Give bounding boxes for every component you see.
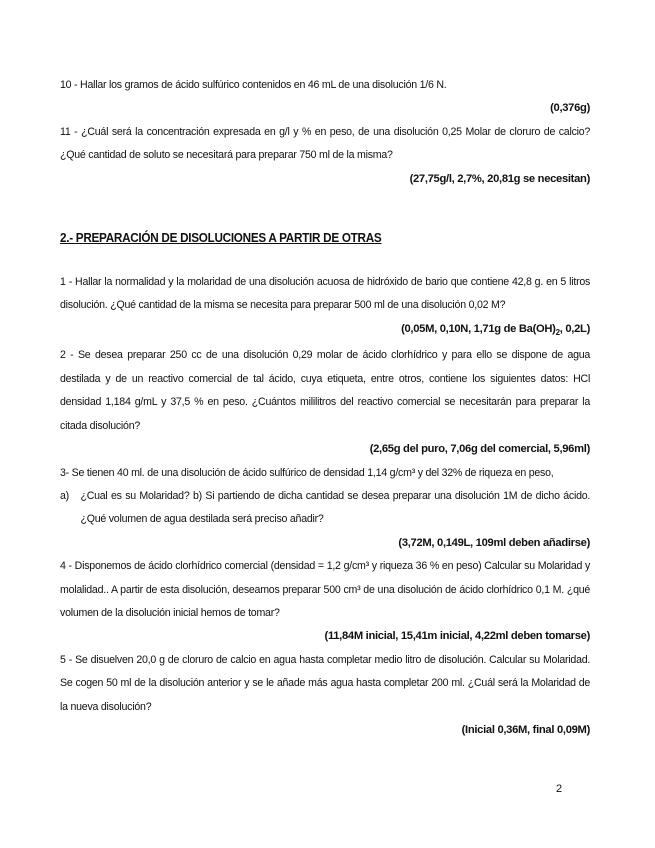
problem-4-answer: (11,84M inicial, 15,41m inicial, 4,22ml deben tomarse) [324,630,590,643]
problem-1-answer-post: , 0,2L) [559,322,590,335]
problem-4-text: 4 - Disponemos de ácido clorhídrico comercial (densidad = 1,2 g/cm³ y riqueza 36 % en peso) Calcular su Molaridad y molalidad.. A partir de esta disolución, deseamos preparar 500 cm³ de una disolución de ácido clorhídrico 0,1 M. ¿qué volumen de la disolución inicial hemos de tomar? [60,560,591,619]
document-page [60,74,590,742]
problem-2-text: 2 - Se desea preparar 250 cc de una disolución 0,29 molar de ácido clorhídrico y para ello se dispone de agua destilada y de un reactivo comercial de tal ácido, cuya etiqueta, entre otros, contiene los siguientes datos: HCl densidad 1,184 g/mL y 37,5 % en peso. ¿Cuántos mililitros del reactivo comercial se necesitarán para preparar la citada disolución? [60,349,591,432]
problem-1-answer-pre: (0,05M, 0,10N, 1,71g de Ba(OH) [401,322,556,335]
problem-5-answer: (Inicial 0,36M, final 0,09M) [461,723,590,736]
problem-3-list-item [60,485,590,532]
problem-3-subtext: ¿Cual es su Molaridad? b) Si partiendo de dicha cantidad se desea preparar una disolución 1M de dicho ácido. ¿Qué volumen de agua destilada será preciso añadir? [80,489,591,526]
problem-1-answer-subscript: 2 [555,328,560,338]
problem-1-text: 1 - Hallar la normalidad y la molaridad de una disolución acuosa de hidróxido de bario que contiene 42,8 g. en 5 litros disolución. ¿Qué cantidad de la misma se necesita para preparar 500 ml de una disolución 0,02 M? [60,276,591,312]
problem-2-answer: (2,65g del puro, 7,06g del comercial, 5,96ml) [369,443,590,456]
section-heading: 2.- PREPARACIÓN DE DISOLUCIONES A PARTIR DE OTRAS [60,231,382,246]
problem-3-list-marker: a) [60,489,69,502]
problem-10-text: 10 - Hallar los gramos de ácido sulfúrico contenidos en 46 mL de una disolución 1/6 N. [60,79,447,91]
page-number: 2 [556,783,563,795]
problem-10-answer: (0,376g) [550,102,590,115]
problem-3-answer: (3,72M, 0,149L, 109ml deben añadirse) [398,536,590,549]
problem-11-text: 11 - ¿Cuál será la concentración expresada en g/l y % en peso, de una disolución 0,25 Molar de cloruro de calcio? ¿Qué cantidad de soluto se necesitará para preparar 750 ml de la misma? [60,125,591,162]
problem-3-text: 3- Se tienen 40 ml. de una disolución de ácido sulfúrico de densidad 1,14 g/cm³ y del 32% de riqueza en peso, [60,466,554,479]
problem-11-answer: (27,75g/l, 2,7%, 20,81g se necesitan) [409,172,590,185]
problem-5-text: 5 - Se disuelven 20,0 g de cloruro de calcio en agua hasta completar medio litro de disolución. Calcular su Molaridad. Se cogen 50 ml de la disolución anterior y se le añade más agua hasta completar 200 ml. ¿Cuál será la Molaridad de la nueva disolución? [60,653,591,713]
problem-1-answer [60,318,590,345]
